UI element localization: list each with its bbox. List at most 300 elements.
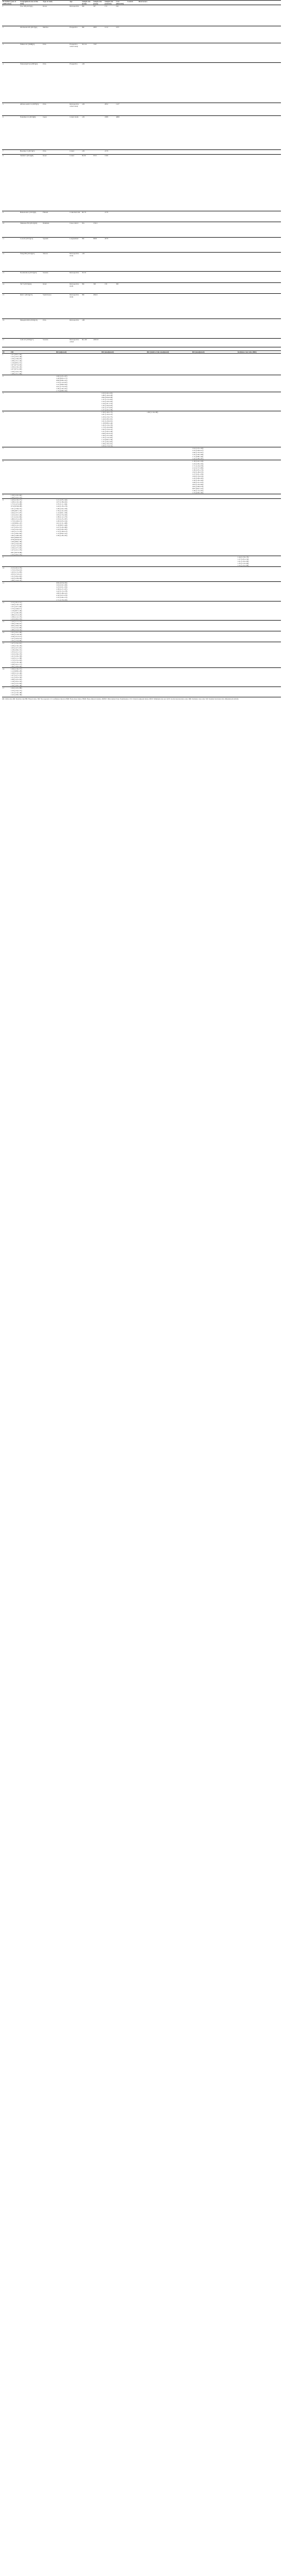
table1-cell-case [127, 26, 138, 43]
table1-cell-case [127, 282, 138, 293]
table1-cell-control [138, 272, 281, 282]
table1-cell-author: Nakamura K (2010)[6] [20, 116, 42, 150]
table1-cell-case [127, 237, 138, 252]
table2-cell-irr [237, 392, 281, 411]
table1-cell-area: USA [42, 62, 69, 103]
table1-cell-id: 2 [2, 26, 20, 43]
table1-cell-total [93, 116, 104, 150]
effect-value: 1.92 (1.53-2.41) [102, 428, 113, 430]
table1-cell-case [127, 319, 138, 338]
table1-cell-area: Korea [42, 5, 69, 26]
table1-cell-total [93, 253, 104, 272]
table1-cell-cases [104, 222, 115, 237]
table2-cell-rru2 [192, 354, 237, 375]
table1-cell-type: Retrospective [69, 272, 81, 282]
table2-cell-rru [101, 375, 146, 392]
effect-value: 1.72 (1.40-2.11) [11, 607, 22, 610]
table1-cell-control [138, 319, 281, 338]
table2-cell-rra [56, 556, 101, 566]
effect-value: 1.43 (1.19-1.71) [11, 499, 22, 501]
table2-cell-irr [237, 354, 281, 375]
effect-value: 1.06 (1.05-1.07) [56, 375, 68, 377]
table2-cell-rrr [146, 642, 192, 668]
table-row [2, 582, 281, 601]
table1-cell-total: 9725 [93, 154, 104, 211]
effect-value: 1.86 (1.16-2.98) [147, 411, 158, 414]
effect-value: 1.73 (1.40-2.13) [11, 520, 22, 522]
table2-cell-rra [56, 411, 101, 447]
table2-cell-rra [56, 460, 101, 494]
table2-cell-id: 12 [2, 601, 10, 620]
table1-cell-type: Retrospective cohort [69, 338, 81, 347]
table1-column-header: Sample size (controls) [104, 1, 115, 5]
effect-value: 1.93 (1.33-2.80) [11, 640, 22, 642]
effect-value: 1.21 (1.05-1.39) [11, 676, 22, 679]
effect-value: 1.18 (0.96-1.44) [102, 422, 113, 424]
effect-value: 1.37 (1.13-1.65) [102, 398, 113, 401]
effect-value: 1.58 (1.30-1.91) [102, 443, 113, 445]
table1-cell-age: NR [81, 26, 93, 43]
table1-cell-total [93, 272, 104, 282]
effect-value: 0.81 (0.67-0.98) [11, 551, 22, 554]
table1-cell-age: 82.09 [81, 154, 93, 211]
table1-cell-area: Finland [42, 211, 69, 222]
table2-cell-rrr [146, 582, 192, 601]
table1-cell-age: NR [81, 5, 93, 26]
table2-cell-rru [101, 447, 146, 460]
table1-cell-id: 17 [2, 338, 20, 347]
table1-cell-type: Longitudinal [69, 237, 81, 252]
effect-value: 1.36 (1.05-1.76) [192, 469, 204, 471]
effect-value: 1.67 (1.38-2.02) [56, 501, 68, 504]
effect-value: 1.34 (1.09-1.65) [56, 528, 68, 530]
table1-cell-author: Bahadoram J (2013)[9] [20, 211, 42, 222]
table-row [2, 222, 281, 237]
table2-cell-id: 15 [2, 642, 10, 668]
effect-value: 1.43 (1.17-1.75) [11, 621, 22, 623]
effect-value: 1.53 (1.12-2.07) [56, 381, 68, 383]
table2-cell-rra [56, 582, 101, 601]
table2-column-header: Incidence rate ratio (IRR) [237, 351, 281, 354]
table1-column-header: Geographical area of the study [20, 1, 42, 5]
table1-cell-controls [115, 222, 127, 237]
table1-cell-cases [104, 253, 115, 272]
table2-cell-rru2 [192, 499, 237, 556]
table1-cell-area: USA [42, 103, 69, 115]
effect-value: 1.45 (1.04-2.03) [102, 405, 113, 407]
effect-value: 1.41 (0.80-2.50) [56, 383, 68, 386]
effect-value: 1.58 (1.41-1.77) [11, 663, 22, 665]
table1-cell-author: Alldoer-sesm CL (2007)[5] [20, 103, 42, 115]
effect-value: 1.24 (1.11-1.38) [11, 657, 22, 659]
table2-cell-rru2 [192, 668, 237, 687]
table1-cell-total: 20412 [93, 293, 104, 319]
effect-value: 1.38 (1.31-1.44) [11, 360, 22, 362]
table1-cell-author: Lorie R (2015)[11] [20, 237, 42, 252]
effect-value: 2.65 (1.86-3.78) [192, 486, 204, 488]
table2-cell-rrr [146, 460, 192, 494]
effect-value: 1.44 (1.18-1.76) [56, 505, 68, 508]
table-row [2, 319, 281, 338]
table1-cell-cases [104, 272, 115, 282]
effect-value: 1.38 (1.12-1.70) [11, 615, 22, 618]
effect-value: 1.88 (1.44-2.45) [11, 579, 22, 582]
table1-cell-controls [115, 211, 127, 222]
table-row [2, 566, 281, 581]
table1-cell-author: Simensen EO (2012)[10] [20, 222, 42, 237]
table1-cell-author: Cehi GS (2016)[17] [20, 338, 42, 347]
table-row [2, 631, 281, 642]
table2-cell-id: 17 [2, 687, 10, 696]
table2-cell-rru2 [192, 642, 237, 668]
table2-column-header: OR [10, 351, 56, 354]
table1-cell-author: Woo SH (2015)[1] [20, 5, 42, 26]
effect-value: 1.25 (1.02-1.53) [11, 553, 22, 556]
table1-cell-case [127, 154, 138, 211]
table-row [2, 154, 281, 211]
table1-cell-cases: 172 [104, 5, 115, 26]
table1-cell-type: Case-control [69, 222, 81, 237]
effect-value: 1.30 (1.16-1.45) [11, 366, 22, 369]
table1-cell-control [138, 282, 281, 293]
effect-value: 1.71 (1.33-2.20) [56, 598, 68, 601]
table2-cell-rrr [146, 687, 192, 696]
table1-column-header: Sample size (total) [81, 1, 93, 5]
table2-cell-irr [237, 601, 281, 620]
effect-value: 1.42 (1.23-1.64) [11, 682, 22, 685]
effect-value: 1.61 (1.31-1.98) [56, 522, 68, 524]
effect-value: 1.72 (1.35-2.19) [11, 568, 22, 571]
table2-cell-rru2 [192, 621, 237, 631]
table1-cell-controls: 1127 [115, 103, 127, 115]
table-row [2, 687, 281, 696]
effect-value: 1.31 (1.07-1.60) [11, 605, 22, 608]
table1-cell-case [127, 338, 138, 347]
table1-cell-total [93, 103, 104, 115]
table2-cell-irr [237, 642, 281, 668]
table2-column-header: ID [2, 351, 10, 354]
effect-value: 1.69 (1.38-2.07) [11, 623, 22, 625]
table-row [2, 460, 281, 494]
table1-cell-controls [115, 253, 127, 272]
table2-cell-rru2 [192, 556, 237, 566]
table1-cell-total [93, 149, 104, 154]
table1-cell-cases: 2078 [104, 237, 115, 252]
table2-cell-rrr [146, 447, 192, 460]
effect-value: 0.74 (0.56-0.98) [11, 505, 22, 508]
table1-cell-type: Retrospective cohort study [69, 103, 81, 115]
table1-cell-id: 14 [2, 282, 20, 293]
effect-value: 1.08 (0.87-1.34) [11, 509, 22, 512]
table1-cell-id: 11 [2, 237, 20, 252]
effect-value: 1.89 (1.48-2.41) [56, 592, 68, 595]
table1-cell-area: USA [42, 149, 69, 154]
table1-cell-case [127, 149, 138, 154]
effect-value: 1.81 (1.32-2.47) [102, 413, 113, 416]
effect-value: 1.56 (1.25-1.94) [102, 434, 113, 437]
table1-cell-control [138, 222, 281, 237]
table1-cell-author: Tamim T (2014)[8] [20, 154, 42, 211]
table2-cell-rru [101, 460, 146, 494]
effect-value: 1.64 (1.43-1.88) [11, 687, 22, 690]
table1-cell-cases [104, 338, 115, 347]
effect-value: 0.96 (0.93-0.99) [56, 582, 68, 584]
effect-value: 1.29 (1.16-1.43) [11, 644, 22, 647]
effect-value: 1.62 (1.14-2.30) [11, 633, 22, 636]
table2-cell-rrr [146, 375, 192, 392]
effect-value: 1.73 (0.88-3.40) [56, 389, 68, 392]
table1-cell-age: 60-79 [81, 211, 93, 222]
table1-cell-total: 8098 [93, 237, 104, 252]
table-row [2, 253, 281, 272]
table2-cell-or [10, 354, 56, 375]
table1-column-header: Control [127, 1, 138, 5]
effect-value: 1.86 (1.51-2.29) [11, 517, 22, 520]
table1-cell-age: ≥65 [81, 149, 93, 154]
table2-column-header: RR (adjusted) [56, 351, 101, 354]
table2-cell-irr [237, 375, 281, 392]
table2-cell-irr [237, 494, 281, 499]
effect-value: 1.49 (1.14-1.95) [192, 490, 204, 492]
table-row [2, 375, 281, 392]
effect-value: 1.18 (1.03-1.35) [11, 680, 22, 683]
table1-cell-cases [104, 62, 115, 103]
effect-value: 1.33 (0.98-1.80) [192, 492, 204, 494]
table1-cell-control [138, 211, 281, 222]
table-row [2, 149, 281, 154]
effect-value: 1.82 (1.48-2.24) [11, 534, 22, 537]
table1-cell-area: Sweden [42, 272, 69, 282]
table-row [2, 62, 281, 103]
table2-cell-rru [101, 668, 146, 687]
effect-value: 1.63 (1.28-2.08) [11, 577, 22, 580]
table1-cell-total: 13411 [93, 222, 104, 237]
table2-cell-rrr [146, 354, 192, 375]
table2-cell-rru [101, 687, 146, 696]
effect-value: 1.86 (1.51-2.29) [11, 613, 22, 616]
effect-value: 1.31 (1.04-1.65) [102, 441, 113, 443]
table2-cell-rru [101, 494, 146, 499]
table-row [2, 237, 281, 252]
effect-value: 1.19 (0.96-1.47) [11, 522, 22, 524]
table1-cell-total: 228193 [93, 338, 104, 347]
table2-cell-id: 13 [2, 621, 10, 631]
table1-cell-id: 1 [2, 5, 20, 26]
effect-value: 1.35 (1.11-1.64) [56, 503, 68, 506]
effect-value: 1.48 (1.31-1.66) [11, 372, 22, 375]
effect-value: 1.22 (1.02-1.46) [11, 513, 22, 516]
effect-value: 1.12 (0.92-1.36) [102, 439, 113, 441]
effect-value: 2.28 (1.65-3.16) [102, 432, 113, 434]
effect-value: 2.16 (1.67-2.79) [56, 594, 68, 597]
effect-value: 1.33 (1.19-1.49) [11, 661, 22, 663]
table-row [2, 211, 281, 222]
effect-value: 1.64 (1.37-1.97) [11, 511, 22, 514]
effect-value: 1.31 (1.06-1.62) [11, 532, 22, 535]
table1-cell-control [138, 154, 281, 211]
effect-value: 2.06 (1.66-2.56) [11, 625, 22, 627]
effect-value: 1.45 (1.19-1.76) [102, 424, 113, 426]
table2-cell-rra [56, 447, 101, 460]
effect-value: 1.90 (1.35-2.67) [192, 451, 204, 454]
table1-cell-id: 7 [2, 149, 20, 154]
table1-cell-area: Israel [42, 154, 69, 211]
effect-value: 1.35 (1.10-1.65) [102, 436, 113, 439]
table1-cell-control [138, 103, 281, 115]
effect-value: 1.68 (1.45-1.95) [11, 678, 22, 681]
table2-column-header: RR (unadjusted) [101, 351, 146, 354]
table2-cell-rrr [146, 411, 192, 447]
table1-cell-area: Denmark [42, 222, 69, 237]
table1-cell-cases: 150 [104, 282, 115, 293]
table2-column-header: RR (relative risks unadjusted) [146, 351, 192, 354]
effect-value: 1.59 (1.28-2.03) [11, 358, 22, 360]
table1-cell-total: 30+ [93, 5, 104, 26]
effect-value: 1.18 (1.02-1.36) [192, 460, 204, 463]
table1-cell-controls: 192 [115, 5, 127, 26]
effect-value: 1.23 (1.01-1.50) [56, 586, 68, 589]
table1-cell-id: 13 [2, 272, 20, 282]
effect-value: 1.09 (0.86-1.38) [11, 541, 22, 543]
effect-value: 1.45 (1.06-1.98) [192, 454, 204, 456]
table2-cell-rra [56, 621, 101, 631]
table-row [2, 601, 281, 620]
effect-value: 1.12 (0.91-1.38) [56, 511, 68, 514]
table2-cell-rru2 [192, 566, 237, 581]
table2-cell-rru2 [192, 601, 237, 620]
effect-value: 1.53 (1.34-1.75) [11, 689, 22, 692]
table2-cell-or [10, 447, 56, 460]
table1-cell-type: Retrospective study [69, 282, 81, 293]
table2-cell-id: 14 [2, 631, 10, 642]
table2-cell-rra [56, 566, 101, 581]
table1-cell-area: South Korea [42, 293, 69, 319]
effect-value: 1.11 (0.88-1.40) [192, 456, 204, 458]
table1-cell-control [138, 116, 281, 150]
effect-value: 1.26 (1.03-1.54) [56, 520, 68, 522]
table1-cell-case [127, 5, 138, 26]
table-row [2, 43, 281, 62]
effect-value: 1.42 (1.13-1.78) [56, 590, 68, 593]
table2-cell-rru [101, 556, 146, 566]
effect-value: 1.52 (1.36-1.70) [11, 653, 22, 655]
table1-cell-area: USA [42, 319, 69, 338]
table1-cell-age: NA [81, 222, 93, 237]
table-row [2, 282, 281, 293]
table2-cell-id: 8 [2, 499, 10, 556]
table-row [2, 411, 281, 447]
table2-column-header: RR (unadjusted) [192, 351, 237, 354]
table1-cell-cases [104, 43, 115, 62]
table1-cell-total: 7197 [93, 43, 104, 62]
table2-cell-id: 16 [2, 668, 10, 687]
effect-value: 1.56 (1.40-1.73) [102, 411, 113, 414]
effect-value: 1.29 (1.12-1.49) [11, 672, 22, 675]
table-row [2, 494, 281, 499]
effect-value: 1.47 (1.34-1.61) [11, 642, 22, 645]
table2-cell-rrr [146, 494, 192, 499]
table1-cell-cases: 2052 [104, 103, 115, 115]
effect-value: 1.44 (1.19-1.74) [11, 603, 22, 606]
effect-value: 1.63 (1.47-1.81) [11, 646, 22, 649]
effect-value: 1.55 (1.06-2.27) [192, 449, 204, 452]
study-characteristics-table [2, 0, 281, 347]
table1-cell-controls [115, 237, 127, 252]
effect-value: 1.47 (1.20-1.80) [56, 526, 68, 528]
effect-value: 1.07 (0.72-1.60) [11, 368, 22, 371]
table1-cell-author: Kim C (2014)[15] [20, 293, 42, 319]
table2-cell-id: 5 [2, 447, 10, 460]
table-footnote: OR: Odds ratio; RR: Relative risk; HR: Hazard ratio; NR: Not reported; CI: Confidence interval; BMI: Body mass index; BMD: Bone mineral density; MMSE: Mini-mental State Examination; CSI: Clinical symptom index; MDS: Minimum data set; GDS: Global deterioration scale; IRR: Incidence rate ratio; SD: Standard deviation; RA: Rheumatoid arthritis [2, 697, 281, 700]
table2-cell-rru2 [192, 687, 237, 696]
table1-cell-case [127, 293, 138, 319]
table-row [2, 642, 281, 668]
effect-value: 1.27 (1.01-1.59) [192, 473, 204, 475]
table2-cell-rru2 [192, 460, 237, 494]
effect-value: 1.52 (1.24-1.86) [11, 627, 22, 629]
effect-value: 1.28 (1.04-1.58) [56, 507, 68, 510]
table1-cell-cases: 1808 [104, 116, 115, 150]
table1-cell-total [93, 62, 104, 103]
table1-cell-case [127, 62, 138, 103]
table2-cell-or [10, 566, 56, 581]
table1-column-header: Type of study [42, 1, 69, 5]
table1-cell-controls [115, 293, 127, 319]
table2-cell-irr [237, 460, 281, 494]
effect-value: 1.27 (1.05-1.54) [238, 558, 249, 560]
table-row [2, 272, 281, 282]
effect-value: 1.19 (0.93-1.51) [11, 362, 22, 364]
table-row [2, 103, 281, 115]
table2-cell-rra [56, 494, 101, 499]
table1-cell-author: Wainwright SA (2005)[4] [20, 62, 42, 103]
effect-value: 1.75 (1.47-2.08) [11, 503, 22, 506]
effect-value: 1.52 (1.24-1.86) [238, 564, 249, 566]
effect-value: 1.92 (1.46-2.53) [192, 471, 204, 473]
table1-cell-type: Prospective [69, 62, 81, 103]
effect-value: 1.47 (1.27-1.70) [11, 674, 22, 677]
effect-value: 1.47 (1.03-2.10) [11, 638, 22, 640]
table2-cell-irr [237, 582, 281, 601]
effect-value: 2.12 (1.61-2.79) [11, 566, 22, 569]
table2-cell-id: 11 [2, 582, 10, 601]
table1-cell-id: 15 [2, 293, 20, 319]
table1-cell-id: 12 [2, 253, 20, 272]
table2-cell-or [10, 392, 56, 411]
table-row [2, 556, 281, 566]
table1-cell-id: 16 [2, 319, 20, 338]
effect-value: 1.76 (1.41-2.20) [56, 509, 68, 512]
table1-cell-age: ≥65 [81, 62, 93, 103]
table1-cell-type: Prospective [69, 26, 81, 43]
table1-cell-control [138, 5, 281, 26]
table1-cell-type: Cohort study [69, 116, 81, 150]
table1-cell-type: Retrospective study [69, 293, 81, 319]
effect-value: 0.99 (0.98-1.01) [56, 379, 68, 381]
table2-cell-rra [56, 642, 101, 668]
table2-cell-id: 4 [2, 411, 10, 447]
table2-cell-id: 10 [2, 566, 10, 581]
table2-cell-rru [101, 499, 146, 556]
effect-value: 1.12 (0.98-1.28) [11, 670, 22, 673]
effect-value: 1.73 (1.55-1.93) [11, 659, 22, 661]
table2-cell-rra [56, 375, 101, 392]
effect-value: 1.44 (1.18-1.76) [238, 556, 249, 558]
table2-cell-rru2 [192, 494, 237, 499]
table1-cell-case [127, 222, 138, 237]
table1-column-header: Risk factors [138, 1, 281, 5]
table1-cell-id: 4 [2, 62, 20, 103]
